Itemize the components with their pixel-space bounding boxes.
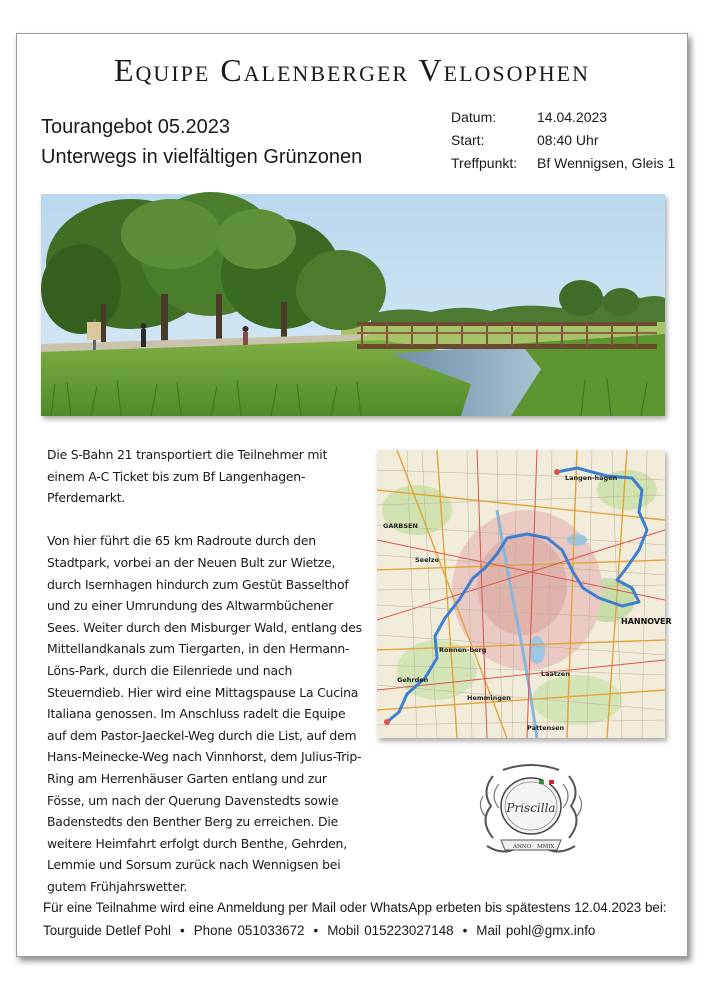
mobile-number[interactable]: 015223027148 (364, 923, 454, 938)
contact-line (43, 919, 667, 942)
emblem-year: MMIX (537, 844, 555, 850)
tour-description (47, 444, 367, 919)
mail-label: Mail (476, 923, 501, 938)
phone-label: Phone (193, 923, 233, 938)
map-label-pattensen: Pattensen (527, 724, 565, 732)
map-label-gehrden: Gehrden (397, 676, 429, 684)
mail-address[interactable]: pohl@gmx.info (505, 923, 596, 938)
map-label-garbsen: GARBSEN (383, 522, 418, 530)
map-label-ronnenberg: Ronnen-berg (439, 646, 487, 654)
route-map (377, 450, 672, 738)
info-row-date (451, 106, 675, 129)
info-row-start (451, 129, 675, 152)
registration-note: Für eine Teilnahme wird eine Anmeldung per Mail oder WhatsApp erbeten bis spätestens 12.04.2023 bei: (43, 900, 667, 915)
date-value: 14.04.2023 (537, 109, 608, 125)
emblem-anno: ANNO (513, 844, 532, 850)
map-label-seelze: Seelze (415, 556, 439, 564)
date-label: Datum: (451, 109, 497, 125)
paragraph-train: Die S-Bahn 21 transportiert die Teilnehmer mit einem A-C Ticket bis zum Bf Langenhagen-Pferdemarkt. (47, 447, 328, 506)
info-row-meeting-point (451, 152, 675, 175)
start-value: 08:40 Uhr (537, 132, 599, 148)
emblem-script: Priscilla (506, 801, 556, 815)
tour-info-table (451, 106, 675, 175)
map-label-hemmingen: Hemmingen (467, 694, 511, 702)
map-label-hannover: HANNOVER (621, 617, 672, 626)
meeting-point-value: Bf Wennigsen, Gleis 1 (537, 155, 676, 171)
map-label-laatzen: Laatzen (541, 670, 570, 678)
tour-guide-name: Tourguide Detlef Pohl (43, 923, 172, 938)
footer-contact (43, 896, 667, 942)
mobile-label: Mobil (327, 923, 360, 938)
tour-offer-line: Tourangebot 05.2023 (41, 116, 231, 138)
page-title: Equipe Calenberger Velosophen (114, 52, 590, 88)
priscilla-emblem (473, 756, 589, 866)
tour-heading (41, 112, 362, 172)
separator-bullet: • (313, 923, 319, 938)
hero-photo (41, 194, 665, 416)
meeting-point-label: Treffpunkt: (451, 155, 518, 171)
paragraph-route: Von hier führt die 65 km Radroute durch den Stadtpark, vorbei an der Neuen Bult zur Wietze, durch Isernhagen hindurch zum Gestüt Basselthof und zu einer Umrundung des Altwarmbüchener Sees. Weiter durch den Misburger Wald, entlang des Mittellandkanals zum Tiergarten, in den Hermann-Löns-Park, durch die Eilenriede und nach Steuerndieb. Hier wird eine Mittagspause La Cucina Italiana genossen. Im Anschluss radelt die Equipe auf dem Pastor-Jaeckel-Weg durch die List, auf dem Hans-Meinecke-Weg nach Vinnhorst, dem Julius-Trip-Ring am Herrenhäuser Garten entlang und zur Fösse, um nach der Querung Davenstedts sowie Badenstedts den Benther Berg zu erreichen. Die weitere Heimfahrt erfolgt durch Benthe, Gehrden, Lemmie und Sorsum zurück nach Wennigsen bei gutem Frühjahrswetter. (47, 533, 362, 894)
map-label-langenhagen: Langen-hagen (565, 474, 618, 482)
separator-bullet: • (462, 923, 468, 938)
flyer-page (16, 33, 688, 957)
separator-bullet: • (180, 923, 185, 938)
start-label: Start: (451, 132, 485, 148)
phone-number[interactable]: 051033672 (237, 923, 305, 938)
tour-subtitle: Unterwegs in vielfältigen Grünzonen (41, 146, 363, 168)
